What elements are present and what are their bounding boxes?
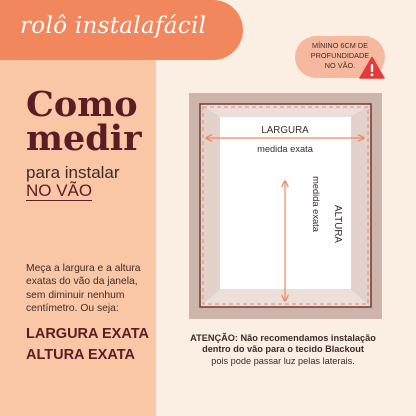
brand-title: rolô instalafácil <box>20 13 207 39</box>
title-banner <box>0 0 243 60</box>
instructions-line: Meça a largura e a altura <box>26 263 141 274</box>
instructions-line: exatas do vão da janela, <box>26 276 138 288</box>
subheading-line-2: NO VÃO <box>26 181 93 200</box>
width-label: LARGURA <box>261 125 309 136</box>
instructions-line: sem diminuir nenhum <box>26 289 125 301</box>
height-label: ALTURA <box>332 205 343 243</box>
instructions-line: centímetro. Ou seja: <box>26 303 119 315</box>
window-diagram <box>189 93 382 319</box>
badge-line: PROFUNDIDADE <box>310 50 370 60</box>
warning-icon <box>359 56 385 79</box>
instructions-paragraph <box>26 262 154 316</box>
badge-line: MÍNINO 6CM DE <box>312 41 368 50</box>
note-line-2 <box>185 344 381 355</box>
height-sub-label: medida exata <box>311 176 321 232</box>
measure-height-label: ALTURA EXATA <box>26 347 136 363</box>
measure-width-label: LARGURA EXATA <box>26 326 149 342</box>
note-prefix: ATENÇÃO: <box>190 333 238 343</box>
subheading-line-1: para instalar <box>26 163 120 182</box>
attention-note <box>185 333 381 367</box>
note-line-1 <box>185 333 381 344</box>
heading-line-1: Como <box>26 84 138 125</box>
note-line-2-text: dentro do vão para o tecido Blackout <box>202 344 364 355</box>
heading-line-2: medir <box>26 118 142 159</box>
badge-line: NO VÃO. <box>324 60 356 70</box>
note-line-3: pois pode passar luz pelas laterais. <box>211 355 355 366</box>
width-sub-label: medida exata <box>257 144 313 154</box>
frame-bevel-top <box>200 104 371 117</box>
note-line-1-text: Não recomendamos instalação <box>237 333 376 343</box>
